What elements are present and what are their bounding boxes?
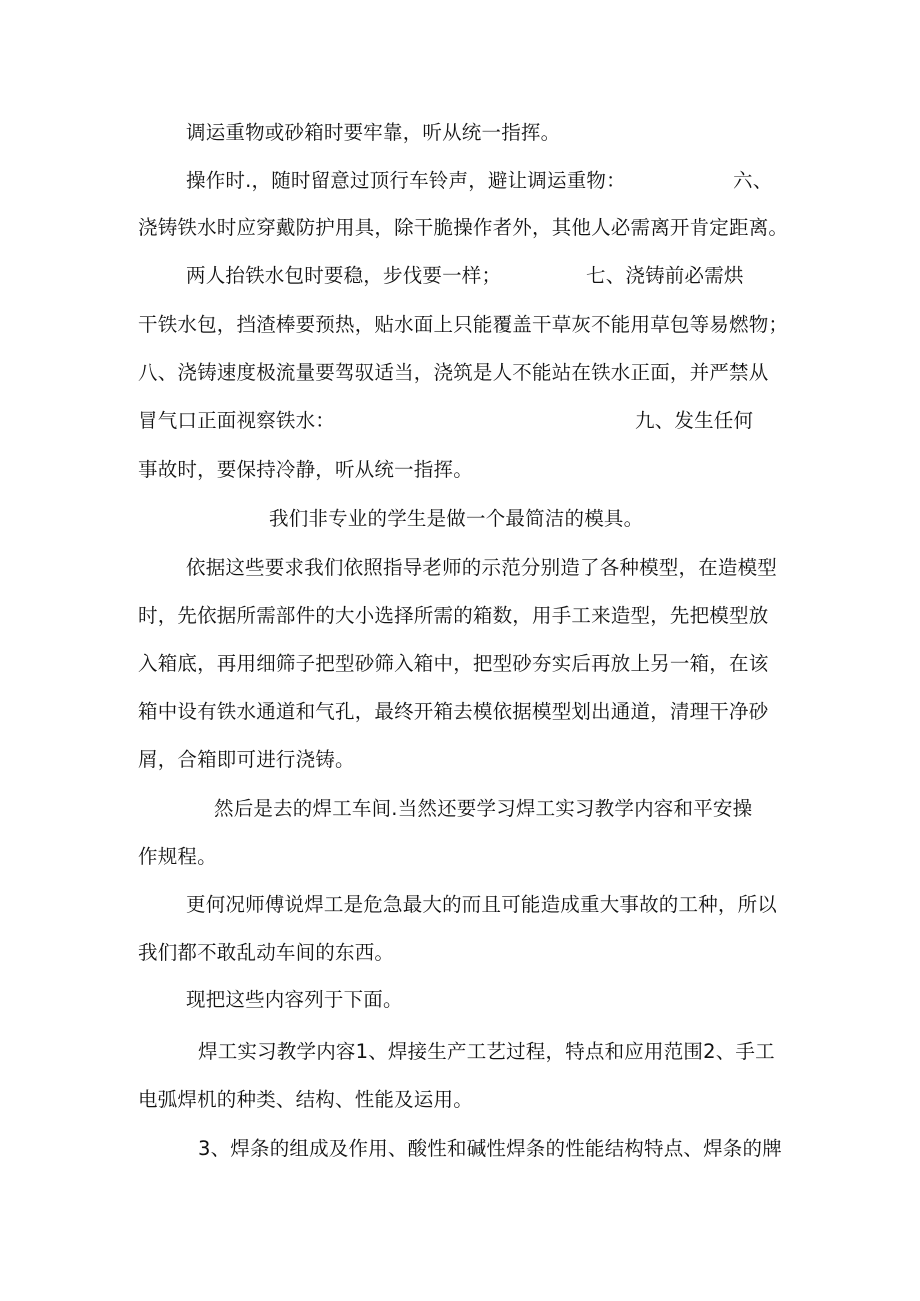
text-line: 六、 <box>733 169 773 192</box>
text-line: 两人抬铁水包时要稳，步伐要一样； <box>186 264 502 287</box>
text-line: 操作时.，随时留意过顶行车铃声，避让调运重物： <box>186 169 626 192</box>
text-line: 作规程。 <box>138 845 217 868</box>
text-line: 七、浇铸前必需烘 <box>586 264 744 287</box>
text-line: 干铁水包，挡渣棒要预热，贴水面上只能覆盖干草灰不能用草包等易燃物； <box>138 313 789 336</box>
text-line: 电弧焊机的种类、结构、性能及运用。 <box>138 1088 473 1111</box>
text-line: 依据这些要求我们依照指导老师的示范分别造了各种模型，在造模型 <box>186 556 778 579</box>
text-line: 现把这些内容列于下面。 <box>186 988 403 1011</box>
text-line: 入箱底，再用细筛子把型砂筛入箱中，把型砂夯实后再放上另一箱，在该 <box>138 652 769 675</box>
text-line: 冒气口正面视察铁水： <box>138 409 336 432</box>
text-line: 事故时，要保持冷静，听从统一指挥。 <box>138 458 473 481</box>
text-line: 我们都不敢乱动车间的东西。 <box>138 941 395 964</box>
text-line: 更何况师傅说焊工是危急最大的而且可能造成重大事故的工种，所以 <box>186 893 778 916</box>
text-line: 焊工实习教学内容1、焊接生产工艺过程，特点和应用范围2、手工 <box>198 1040 775 1063</box>
text-line: 浇铸铁水时应穿戴防护用具，除干脆操作者外，其他人必需离开肯定距离。 <box>138 216 789 239</box>
text-line: 九、发生任何 <box>635 409 754 432</box>
text-line: 八、浇铸速度极流量要驾驭适当，浇筑是人不能站在铁水正面，并严禁从 <box>138 361 769 384</box>
text-line: 调运重物或砂箱时要牢靠，听从统一指挥。 <box>186 121 561 144</box>
text-line: 3、焊条的组成及作用、酸性和碱性焊条的性能结构特点、焊条的牌 <box>198 1137 782 1160</box>
text-line: 我们非专业的学生是做一个最简洁的模具。 <box>269 507 644 530</box>
text-line: 时，先依据所需部件的大小选择所需的箱数，用手工来造型，先把模型放 <box>138 604 769 627</box>
text-line: 屑，合箱即可进行浇铸。 <box>138 748 355 771</box>
text-line: 然后是去的焊工车间.当然还要学习焊工实习教学内容和平安操 <box>214 797 753 820</box>
text-line: 箱中设有铁水通道和气孔，最终开箱去模依据模型划出通道，清理干净砂 <box>138 700 769 723</box>
